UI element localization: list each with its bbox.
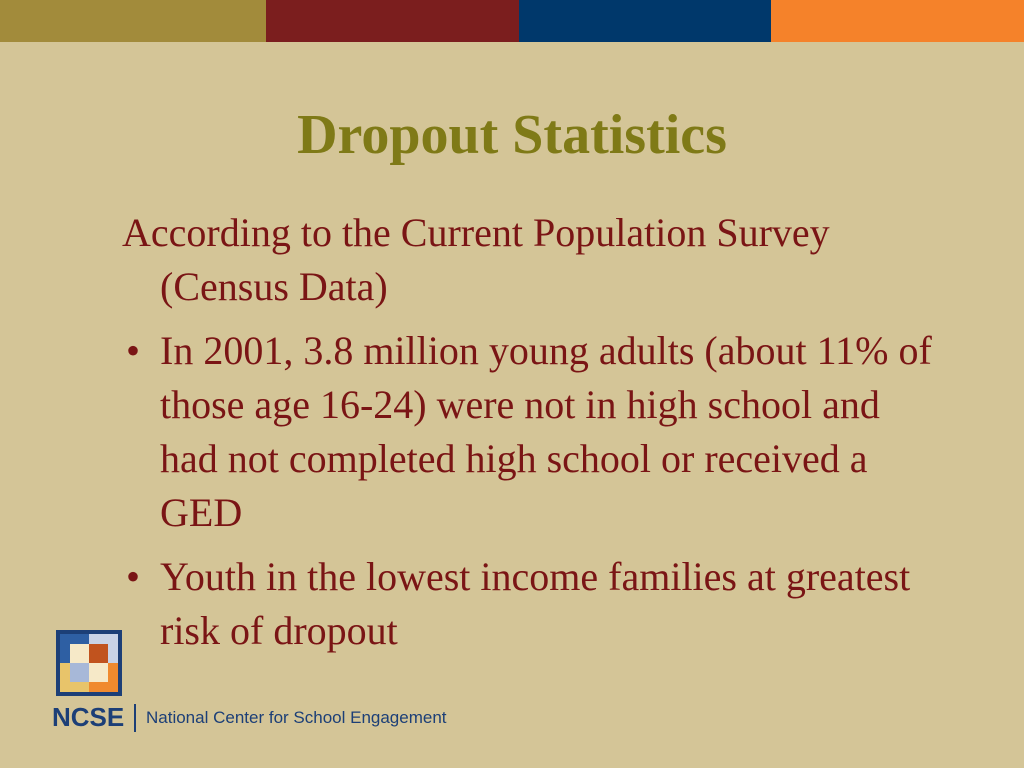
color-bar-blue: [519, 0, 771, 42]
ncse-logo-icon: [56, 630, 122, 696]
slide-title: Dropout Statistics: [297, 104, 727, 166]
ncse-logo: [52, 630, 447, 740]
bullet-text: In 2001, 3.8 million young adults (about 11% of those age 16-24) were not in high school and had not completed high school or received a GED: [160, 328, 932, 535]
top-color-bar: [0, 0, 1024, 42]
slide-content: [122, 206, 942, 668]
logo-acronym: NCSE: [52, 702, 125, 732]
color-bar-olive: [0, 0, 266, 42]
bullet-icon: •: [126, 554, 141, 599]
bullet-text: Youth in the lowest income families at greatest risk of dropout: [160, 554, 911, 653]
logo-divider: [134, 704, 136, 732]
color-bar-orange: [771, 0, 1024, 42]
logo-organization-name: National Center for School Engagement: [146, 708, 447, 727]
bullet-item: [122, 324, 942, 540]
bullet-list: [122, 324, 942, 658]
bullet-icon: •: [126, 328, 141, 373]
intro-text: According to the Current Population Survey (Census Data): [122, 210, 830, 309]
color-bar-red: [266, 0, 519, 42]
